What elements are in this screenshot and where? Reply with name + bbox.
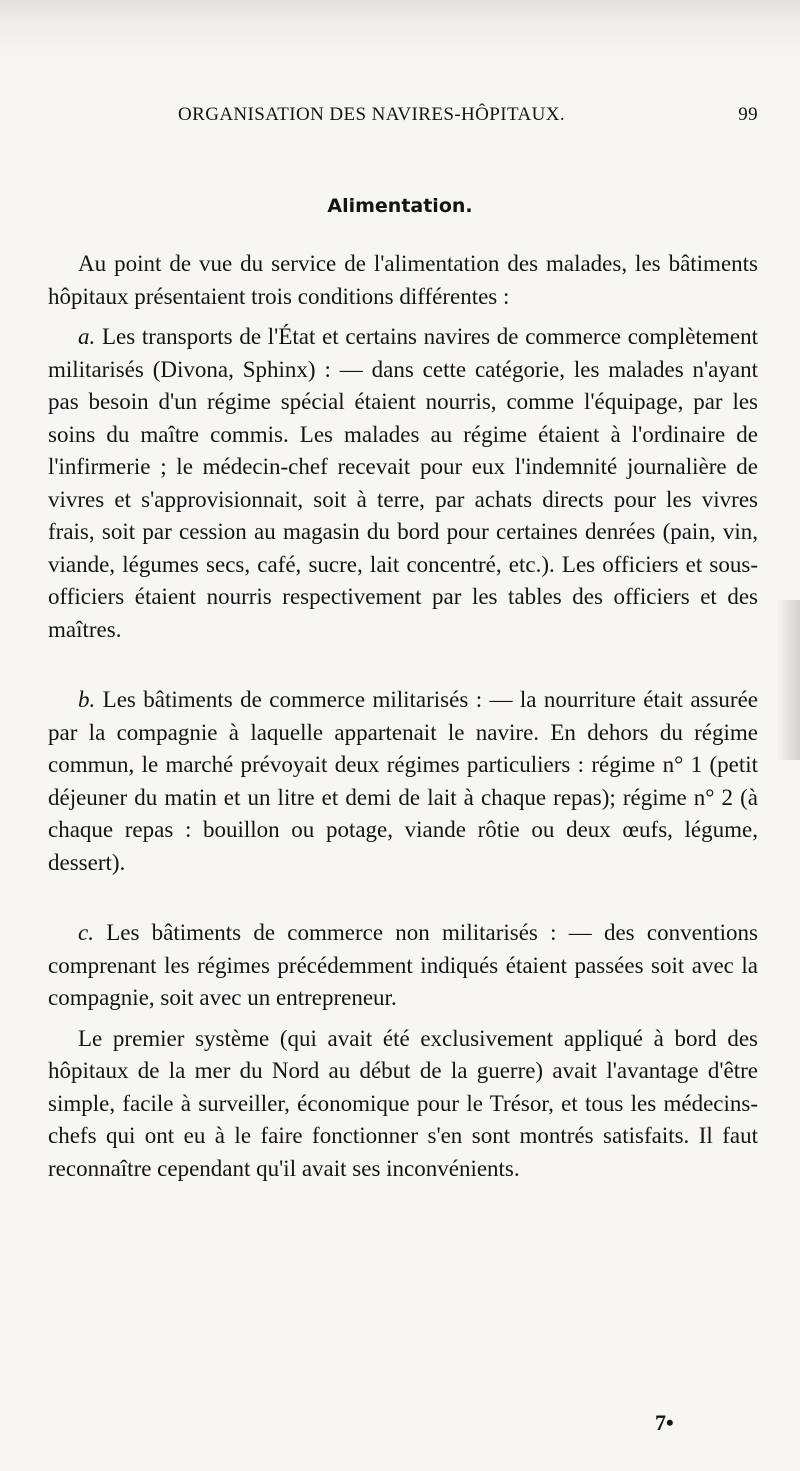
- page-number: 99: [738, 104, 758, 125]
- paragraph-a-label: a.: [78, 324, 96, 349]
- paragraph-b: [48, 684, 758, 879]
- paragraph-c: [48, 917, 758, 1015]
- paragraph-b-text: Les bâtiments de commerce militarisés : — la nourriture était assurée par la compagnie à laquelle appartenait le navire. En dehors du régime commun, le marché prévoyait deux régimes particuliers : régime n° 1 (petit déjeuner du matin et un litre et demi de lait à chaque repas); régime n° 2 (à chaque repas : bouillon ou potage, viande rôtie ou deux œufs, légume, dessert).: [48, 687, 758, 875]
- paragraph-c-text: Les bâtiments de commerce non militarisés : — des conventions comprenant les régimes précédemment indiqués étaient passées soit avec la compagnie, soit avec un entrepreneur.: [48, 920, 759, 1010]
- paragraph-intro: Au point de vue du service de l'alimentation des malades, les bâtiments hôpitaux présentaient trois conditions différentes :: [48, 251, 758, 309]
- signature-mark: 7•: [655, 1410, 674, 1435]
- paragraph-c-label: c.: [78, 920, 94, 945]
- running-title: ORGANISATION DES NAVIRES-HÔPITAUX.: [178, 104, 565, 125]
- body-text: [48, 248, 758, 1185]
- paragraph-closing: Le premier système (qui avait été exclusivement appliqué à bord des hôpitaux de la mer du Nord au début de la guerre) avait l'avantage d'être simple, facile à surveiller, économique pour le Trésor, et tous les médecins-chefs qui ont eu à le faire fonctionner s'en sont montrés satisfaits. Il faut reconnaître cependant qu'il avait ses inconvénients.: [48, 1025, 758, 1181]
- section-title: Alimentation.: [327, 195, 473, 217]
- scan-edge-artifact: [776, 600, 800, 760]
- scan-top-edge: [0, 0, 800, 60]
- paragraph-b-label: b.: [78, 687, 96, 712]
- paragraph-a-text: Les transports de l'État et certains navires de commerce complètement militarisés (Divona, Sphinx) : — dans cette catégorie, les malades n'ayant pas besoin d'un régime spécial étaient nourris, comme l'équipage, par les soins du maître commis. Les malades au régime étaient à l'ordinaire de l'infirmerie ; le médecin-chef recevait pour eux l'indemnité journalière de vivres et s'approvisionnait, soit à terre, par achats directs pour les vivres frais, soit par cession au magasin du bord pour certaines denrées (pain, vin, viande, légumes secs, café, sucre, lait concentré, etc.). Les officiers et sous-officiers étaient nourris respectivement par les tables des officiers et des maîtres.: [48, 324, 759, 642]
- paragraph-a: [48, 321, 758, 646]
